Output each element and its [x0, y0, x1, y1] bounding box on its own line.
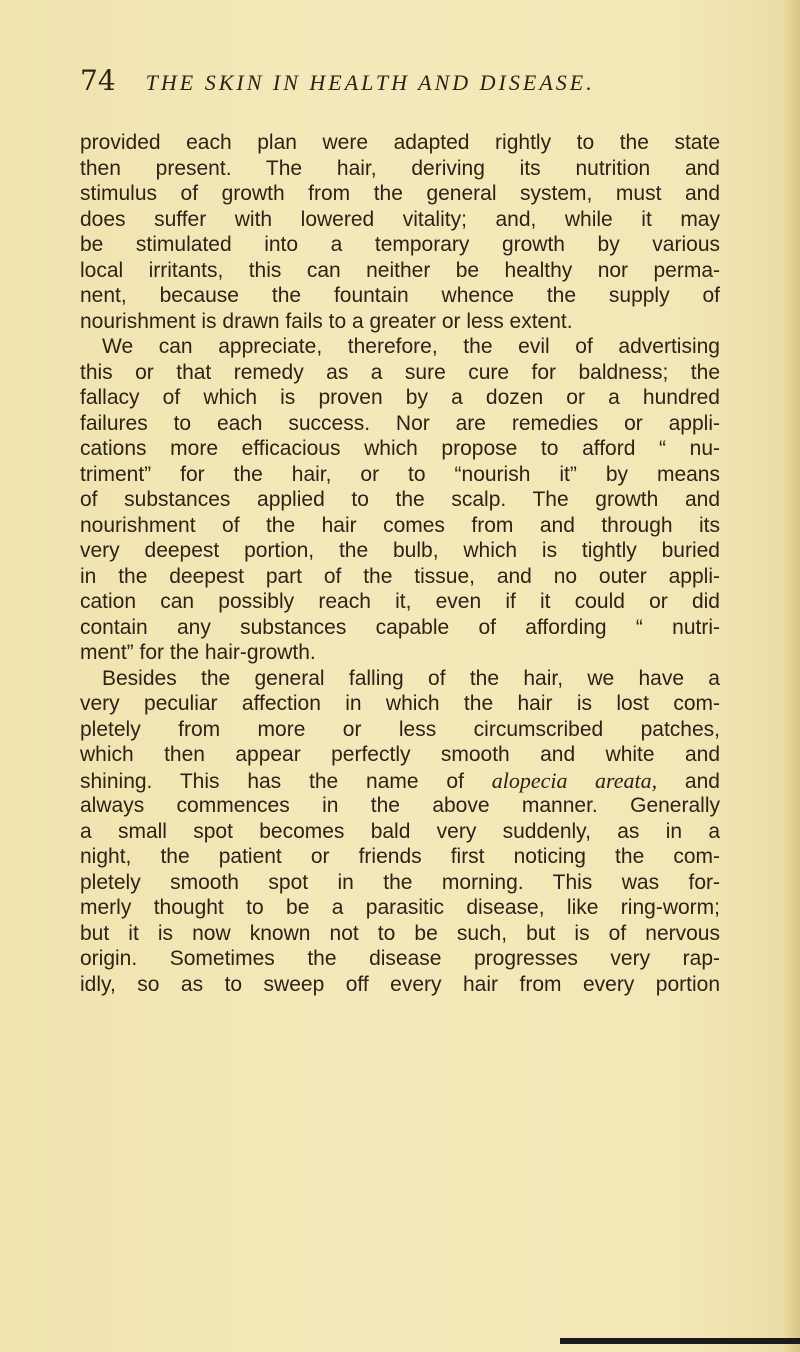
text-line: merly thought to be a parasitic disease, like ring-worm;	[80, 896, 720, 919]
text-line: stimulus of growth from the general system, must and	[80, 182, 720, 205]
text-line: of substances applied to the scalp. The growth and	[80, 488, 720, 511]
page-number: 74	[80, 64, 116, 97]
text-line-with-term	[80, 768, 720, 794]
page-edge-shadow	[782, 0, 800, 1352]
text-line: contain any substances capable of affording “ nutri-	[80, 615, 720, 639]
text-line: nent, because the fountain whence the supply of	[80, 284, 720, 307]
text-line: very peculiar affection in which the hair is lost com-	[80, 692, 720, 715]
body-text	[80, 130, 720, 997]
text-line: triment” for the hair, or to “nourish it” by means	[80, 462, 720, 486]
text-line: idly, so as to sweep off every hair from every portion	[80, 972, 720, 996]
italic-term: alopecia areata,	[491, 767, 658, 793]
text-line: very deepest portion, the bulb, which is tightly buried	[80, 539, 720, 562]
text-line: always commences in the above manner. Generally	[80, 794, 720, 817]
text-line: origin. Sometimes the disease progresses very rap-	[80, 947, 720, 970]
text-line: nourishment of the hair comes from and through its	[80, 513, 720, 537]
text-line: does suffer with lowered vitality; and, while it may	[80, 207, 720, 231]
text-line: local irritants, this can neither be healthy nor perma-	[80, 258, 720, 282]
text-line: then present. The hair, deriving its nutrition and	[80, 156, 720, 180]
text-fragment: and	[657, 769, 720, 793]
text-line: fallacy of which is proven by a dozen or a hundred	[80, 386, 720, 409]
running-head: THE SKIN IN HEALTH AND DISEASE.	[145, 70, 595, 95]
text-line: failures to each success. Nor are remedies or appli-	[80, 411, 720, 435]
text-line: nourishment is drawn fails to a greater or less extent.	[80, 309, 573, 333]
text-line: night, the patient or friends first noticing the com-	[80, 845, 720, 868]
text-line: but it is now known not to be such, but is of nervous	[80, 921, 720, 945]
text-line: be stimulated into a temporary growth by various	[80, 233, 720, 256]
text-line: a small spot becomes bald very suddenly, as in a	[80, 819, 720, 843]
text-line: which then appear perfectly smooth and white and	[80, 743, 720, 766]
text-line: ment” for the hair-growth.	[80, 641, 316, 664]
text-line: pletely from more or less circumscribed patches,	[80, 717, 720, 741]
text-line: We can appreciate, therefore, the evil of advertising	[102, 335, 720, 358]
text-line: cations more efficacious which propose to afford “ nu-	[80, 437, 720, 460]
text-line: cation can possibly reach it, even if it could or did	[80, 590, 720, 613]
text-fragment: shining. This has the name of	[80, 769, 464, 793]
bottom-edge-rule	[560, 1338, 800, 1344]
page-header	[80, 64, 720, 104]
text-line: Besides the general falling of the hair, we have a	[102, 666, 720, 690]
text-line: provided each plan were adapted rightly to the state	[80, 131, 720, 154]
text-line: pletely smooth spot in the morning. This was for-	[80, 870, 720, 894]
text-line: in the deepest part of the tissue, and no outer appli-	[80, 564, 720, 588]
text-line: this or that remedy as a sure cure for baldness; the	[80, 360, 720, 384]
